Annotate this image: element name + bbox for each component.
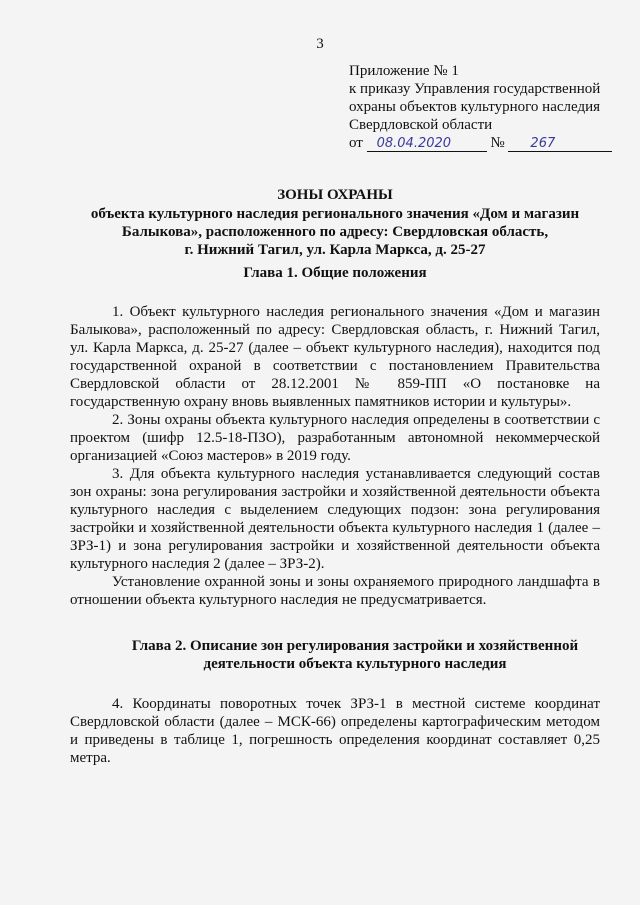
paragraph-3b: Установление охранной зоны и зоны охраняемого природного ландшафта в отношении объекта культурного наследия не предусматривается. <box>70 574 600 608</box>
appendix-line-1: Приложение № 1 <box>349 63 459 79</box>
handwritten-order-number: 267 <box>508 136 612 152</box>
appendix-line-4: Свердловской области <box>349 117 493 133</box>
date-prefix: от <box>349 135 363 151</box>
chapter-2-heading-line-2: деятельности объекта культурного наследия <box>203 656 507 672</box>
title-line-3: г. Нижний Тагил, ул. Карла Маркса, д. 25-27 <box>184 242 486 258</box>
title-line-2: Балыкова», расположенного по адресу: Свердловская область, <box>121 224 549 240</box>
title-line-1: объекта культурного наследия регионального значения «Дом и магазин <box>90 206 580 222</box>
document-title <box>70 186 600 259</box>
order-date-number-line <box>349 134 634 152</box>
handwritten-date: 08.04.2020 <box>367 136 487 152</box>
paragraph-2: 2. Зоны охраны объекта культурного наследия определены в соответствии с проектом (шифр 12.5-18-ПЗО), разработанным автономной некоммерческой организацией «Союз мастеров» в 2019 году. <box>70 412 600 464</box>
chapter-2-heading-line-1: Глава 2. Описание зон регулирования застройки и хозяйственной <box>131 638 579 654</box>
number-prefix: № <box>490 135 505 151</box>
appendix-line-3: охраны объектов культурного наследия <box>349 99 601 115</box>
chapter-1-body <box>70 303 600 609</box>
paragraph-4: 4. Координаты поворотных точек ЗРЗ-1 в местной системе координат Свердловской области (далее – МСК-66) определены картографическим методом и приведены в таблице 1, погрешность определения координат составляет 0,25 метра. <box>70 696 600 766</box>
appendix-line-2: к приказу Управления государственной <box>349 81 601 97</box>
paragraph-3: 3. Для объекта культурного наследия устанавливается следующий состав зон охраны: зона регулирования застройки и хозяйственной деятельности объекта культурного наследия с выделением следующих подзон: зона регулирования застройки и хозяйственной деятельности объекта культурного наследия 1 (далее – ЗРЗ-1) и зона регулирования застройки и хозяйственной деятельности объекта культурного наследия 2 (далее – ЗРЗ-2). <box>70 466 600 572</box>
chapter-2-body <box>70 695 600 767</box>
chapter-2-heading <box>70 637 600 673</box>
title-main: ЗОНЫ ОХРАНЫ <box>277 187 393 203</box>
page-number: 3 <box>316 36 324 52</box>
paragraph-1: 1. Объект культурного наследия регионального значения «Дом и магазин Балыкова», расположенный по адресу: Свердловская область, г. Нижний Тагил, ул. Карла Маркса, д. 25-27 (далее – объект культурного наследия), находится под государственной охраной в соответствии с постановлением Правительства Свердловской области от 28.12.2001 № 859-ПП «О постановке на государственную охрану вновь выявленных памятников истории и культуры». <box>70 304 600 410</box>
appendix-header <box>349 62 634 152</box>
chapter-1-heading: Глава 1. Общие положения <box>243 265 427 281</box>
